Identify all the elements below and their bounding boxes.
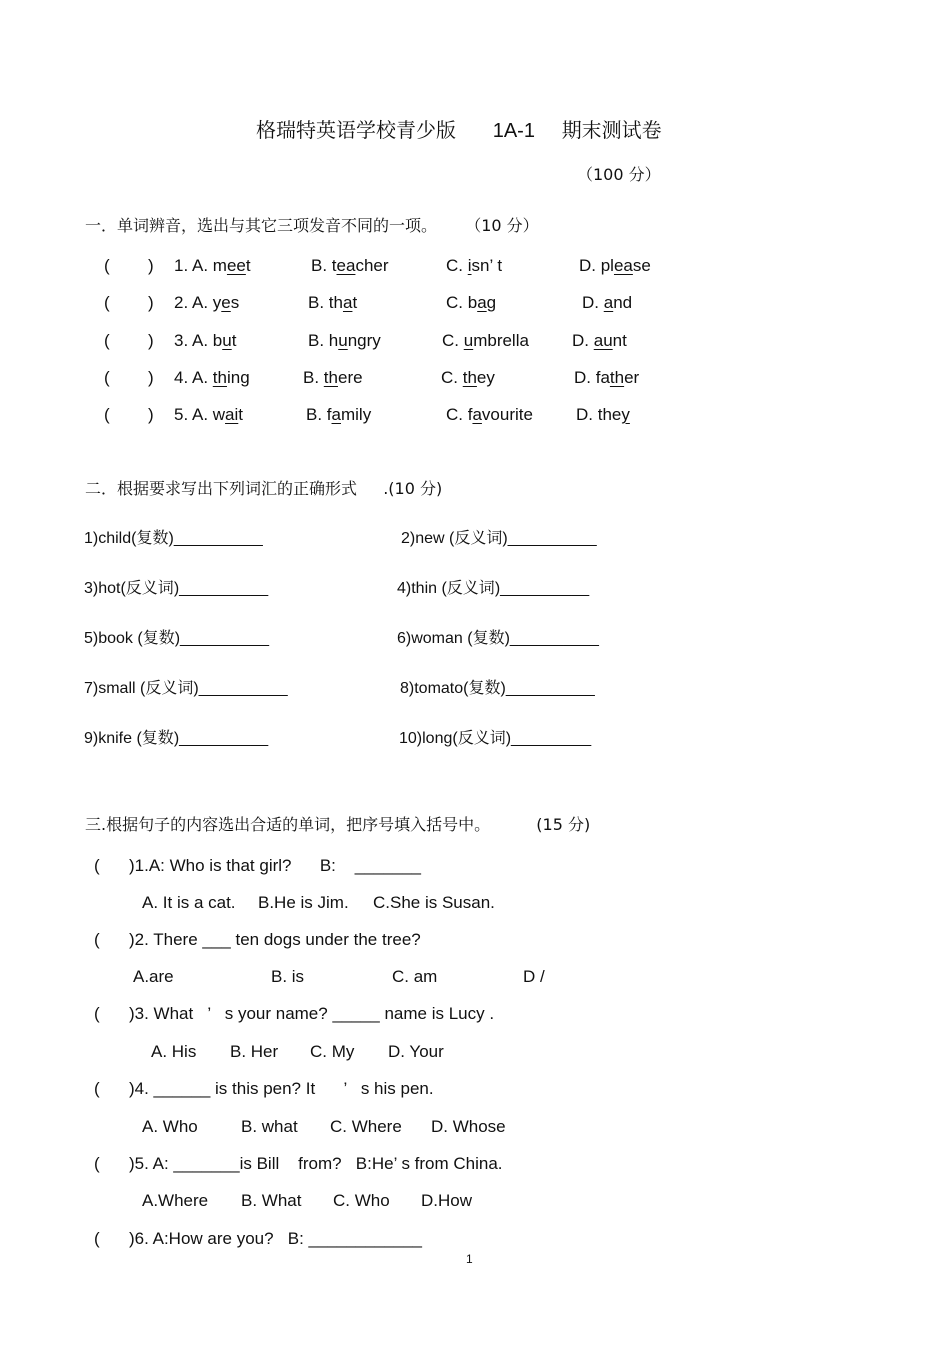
- answer-paren-open: (: [94, 930, 100, 949]
- option-text: t: [352, 293, 358, 312]
- answer-paren-open: (: [94, 1079, 100, 1098]
- choice-option: A. Who: [142, 1117, 198, 1136]
- item-word: 10)long(: [399, 730, 458, 747]
- section1-heading-text: 一．单词辨音，选出与其它三项发音不同的一项。: [85, 216, 438, 235]
- answer-paren-close: ): [148, 331, 154, 350]
- title-exam: 期末测试卷: [561, 118, 662, 142]
- option-text: B. f: [306, 405, 332, 424]
- underlined-letters: th: [323, 368, 338, 387]
- option-text: se: [632, 256, 651, 275]
- item-close: ): [502, 530, 508, 547]
- answer-paren-close: ): [148, 293, 154, 312]
- underlined-letters: y: [621, 405, 630, 424]
- underlined-letters: a: [477, 293, 487, 312]
- item-hint: 复数: [136, 528, 169, 547]
- option-text: B. t: [311, 256, 337, 275]
- answer-blank[interactable]: __________: [179, 580, 269, 597]
- underlined-letters: i: [467, 256, 472, 275]
- item-hint: 复数: [141, 728, 174, 747]
- option-text: D. pl: [579, 256, 614, 275]
- choice-option: C. am: [392, 967, 438, 986]
- option-text: A. y: [191, 293, 222, 312]
- option-text: mily: [340, 405, 372, 424]
- option-text: D.: [572, 331, 594, 350]
- answer-paren-open: (: [94, 1154, 100, 1173]
- option-text: t: [245, 256, 251, 275]
- item-word: 9)knife (: [84, 730, 142, 747]
- question-text: )2. There ___ ten dogs under the tree?: [129, 930, 421, 949]
- option-text: vourite: [481, 405, 533, 424]
- option-text: ere: [337, 368, 363, 387]
- item-word: 2)new (: [401, 530, 455, 547]
- question-text: )5. A: _______is Bill from? B:He’ s from China.: [129, 1154, 503, 1173]
- section3-heading-text: 三.根据句子的内容选出合适的单词，把序号填入括号中。: [85, 815, 491, 834]
- answer-paren-open: (: [104, 368, 110, 387]
- option-text: ngry: [347, 331, 381, 350]
- answer-blank[interactable]: __________: [507, 530, 597, 547]
- option-d: [582, 293, 632, 313]
- option-text: C. f: [446, 405, 473, 424]
- item-close: ): [173, 730, 180, 747]
- word-form-item: [397, 625, 599, 648]
- choice-option: B. Her: [230, 1042, 279, 1061]
- choice-option: A. It is a cat.: [142, 893, 236, 912]
- section3-points: (15 分): [536, 815, 591, 834]
- option-a: [174, 368, 250, 388]
- option-text: g: [486, 293, 497, 312]
- option-text: t: [231, 331, 237, 350]
- underlined-letters: e: [221, 293, 231, 312]
- answer-paren-open: (: [104, 331, 110, 350]
- answer-paren-open: (: [104, 293, 110, 312]
- question-number: 3.: [174, 331, 189, 350]
- option-text: nd: [613, 293, 633, 312]
- answer-paren-close: ): [148, 256, 154, 275]
- question-number: 1.: [174, 256, 189, 275]
- word-form-item: [84, 575, 268, 598]
- choice-option: D.How: [421, 1191, 473, 1210]
- item-close: ): [504, 630, 510, 647]
- underlined-letters: ea: [336, 256, 356, 275]
- answer-blank[interactable]: __________: [180, 630, 270, 647]
- question-number: 2.: [174, 293, 189, 312]
- answer-paren-open: (: [94, 856, 100, 875]
- answer-blank[interactable]: __________: [505, 680, 595, 697]
- option-c: [446, 256, 502, 276]
- option-text: C.: [441, 368, 463, 387]
- word-form-item: [399, 725, 591, 748]
- underlined-letters: a: [342, 293, 353, 312]
- underlined-letters: ea: [613, 256, 633, 275]
- item-word: 4)thin (: [397, 580, 447, 597]
- item-hint: 反义词: [454, 528, 503, 547]
- option-d: [574, 368, 639, 388]
- option-text: C. b: [446, 293, 478, 312]
- option-text: t: [238, 405, 244, 424]
- choice-option: B.He is Jim.: [258, 893, 349, 912]
- item-close: ): [173, 580, 180, 597]
- title-school: 格瑞特英语学校青少版: [256, 118, 456, 142]
- item-word: 3)hot(: [84, 580, 126, 597]
- option-d: [572, 331, 627, 351]
- option-text: mbrella: [473, 331, 529, 350]
- option-text: D. the: [576, 405, 622, 424]
- title-level: 1A-1: [492, 120, 535, 142]
- answer-blank[interactable]: __________: [500, 580, 590, 597]
- option-c: [446, 293, 496, 313]
- answer-blank[interactable]: __________: [179, 730, 269, 747]
- total-score: （100 分）: [577, 165, 661, 184]
- choice-option: C. Where: [330, 1117, 402, 1136]
- option-a: [174, 331, 236, 351]
- item-word: 8)tomato(: [400, 680, 469, 697]
- underlined-letters: ee: [226, 256, 246, 275]
- option-text: sn’ t: [471, 256, 503, 275]
- option-text: nt: [612, 331, 627, 350]
- option-text: A. w: [191, 405, 226, 424]
- choice-option: D. Your: [388, 1042, 444, 1061]
- answer-paren-open: (: [104, 256, 110, 275]
- underlined-letters: ai: [225, 405, 239, 424]
- answer-paren-open: (: [94, 1229, 100, 1248]
- option-text: A. m: [191, 256, 227, 275]
- option-text: cher: [355, 256, 389, 275]
- option-text: ing: [226, 368, 250, 387]
- option-b: [308, 293, 357, 313]
- item-hint: 反义词: [457, 728, 506, 747]
- page-title: [256, 114, 662, 143]
- underlined-letters: u: [338, 331, 348, 350]
- item-hint: 反义词: [125, 578, 174, 597]
- option-d: [579, 256, 651, 276]
- question-text: )6. A:How are you? B: ____________: [129, 1229, 422, 1248]
- choice-option: C. My: [310, 1042, 355, 1061]
- item-word: 7)small (: [84, 680, 146, 697]
- underlined-letters: au: [593, 331, 613, 350]
- underlined-letters: u: [463, 331, 474, 350]
- choice-option: D. Whose: [431, 1117, 506, 1136]
- item-close: ): [174, 630, 181, 647]
- option-text: B.: [303, 368, 324, 387]
- choice-option: A.Where: [142, 1191, 209, 1210]
- underlined-letters: a: [472, 405, 482, 424]
- choice-option: B. what: [241, 1117, 298, 1136]
- section2-points: .(10 分): [383, 479, 443, 498]
- choice-option: D /: [523, 967, 545, 986]
- choice-option: B. What: [241, 1191, 302, 1210]
- option-text: ey: [476, 368, 495, 387]
- option-text: D.: [582, 293, 604, 312]
- section2-heading: [85, 476, 442, 499]
- option-c: [442, 331, 529, 351]
- underlined-letters: th: [609, 368, 625, 387]
- option-d: [576, 405, 630, 425]
- section2-heading-text: 二．根据要求写出下列词汇的正确形式: [85, 479, 358, 498]
- answer-blank[interactable]: _________: [511, 730, 592, 747]
- option-text: D. fa: [574, 368, 610, 387]
- choice-option: B. is: [271, 967, 305, 986]
- answer-paren-close: ): [148, 405, 154, 424]
- item-hint: 反义词: [145, 678, 194, 697]
- section3-heading: [85, 812, 590, 835]
- option-text: C.: [446, 256, 468, 275]
- underlined-letters: th: [462, 368, 477, 387]
- section1-heading: [85, 213, 539, 236]
- option-text: B. h: [308, 331, 339, 350]
- question-text: )1.A: Who is that girl? B: _______: [129, 856, 421, 875]
- section1-points: （10 分）: [465, 216, 539, 235]
- word-form-item: [84, 675, 288, 698]
- question-text: )3. What ’ s your name? _____ name is Lucy .: [129, 1004, 495, 1023]
- option-text: B. th: [308, 293, 343, 312]
- underlined-letters: u: [222, 331, 232, 350]
- item-close: ): [494, 580, 501, 597]
- item-hint: 反义词: [446, 578, 495, 597]
- option-text: C.: [442, 331, 464, 350]
- word-form-item: [397, 575, 589, 598]
- word-form-item: [401, 525, 597, 548]
- option-a: [174, 405, 243, 425]
- word-form-item: [84, 525, 263, 548]
- option-text: A.: [191, 368, 213, 387]
- option-text: er: [624, 368, 640, 387]
- item-hint: 复数: [468, 678, 501, 697]
- choice-option: A. His: [151, 1042, 197, 1061]
- option-a: [174, 256, 251, 276]
- option-text: A. b: [191, 331, 223, 350]
- option-b: [306, 405, 371, 425]
- question-text: )4. ______ is this pen? It ’ s his pen.: [129, 1079, 434, 1098]
- item-close: ): [168, 530, 174, 547]
- question-number: 4.: [174, 368, 189, 387]
- answer-blank[interactable]: __________: [509, 630, 599, 647]
- item-word: 6)woman (: [397, 630, 473, 647]
- option-b: [303, 368, 363, 388]
- answer-paren-open: (: [94, 1004, 100, 1023]
- underlined-letters: a: [331, 405, 341, 424]
- option-c: [446, 405, 533, 425]
- question-number: 5.: [174, 405, 189, 424]
- option-b: [308, 331, 381, 351]
- item-word: 5)book (: [84, 630, 143, 647]
- item-word: 1)child(: [84, 530, 137, 547]
- answer-blank[interactable]: __________: [198, 680, 288, 697]
- item-hint: 复数: [472, 628, 505, 647]
- choice-option: A.are: [133, 967, 174, 986]
- underlined-letters: th: [212, 368, 227, 387]
- answer-paren-open: (: [104, 405, 110, 424]
- word-form-item: [400, 675, 595, 698]
- choice-option: C.She is Susan.: [373, 893, 495, 912]
- choice-option: C. Who: [333, 1191, 390, 1210]
- item-close: ): [193, 680, 199, 697]
- answer-paren-close: ): [148, 368, 154, 387]
- item-close: ): [505, 730, 512, 747]
- item-close: ): [500, 680, 506, 697]
- option-a: [174, 293, 239, 313]
- answer-blank[interactable]: __________: [173, 530, 263, 547]
- page-number: 1: [466, 1252, 473, 1266]
- underlined-letters: a: [603, 293, 614, 312]
- option-c: [441, 368, 495, 388]
- word-form-item: [84, 725, 268, 748]
- option-text: s: [230, 293, 240, 312]
- option-b: [311, 256, 389, 276]
- item-hint: 复数: [142, 628, 175, 647]
- word-form-item: [84, 625, 269, 648]
